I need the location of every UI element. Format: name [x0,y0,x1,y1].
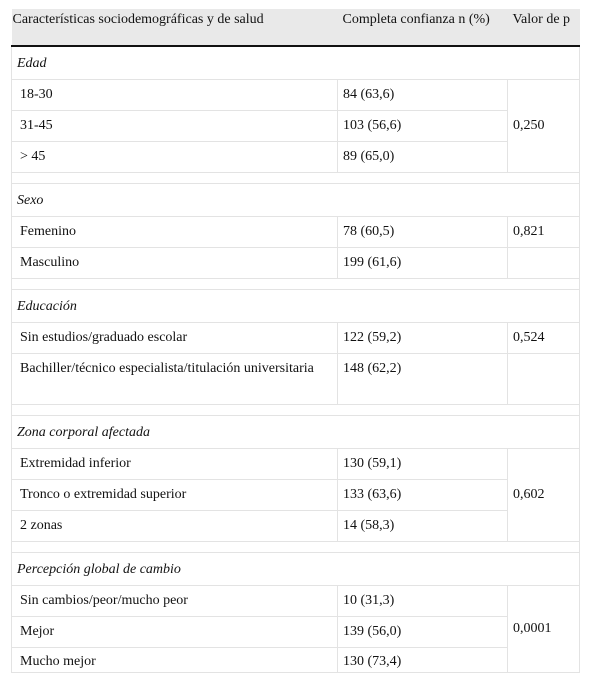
group-row [12,184,580,217]
row-label: Extremidad inferior [12,449,338,480]
row-label: Masculino [12,248,338,279]
empty-cell [508,248,580,279]
group-label-zona: Zona corporal afectada [12,416,580,449]
table-row [12,586,580,617]
spacer-cell [12,405,580,416]
table-row [12,80,580,111]
group-label-percepcion: Percepción global de cambio [12,553,580,586]
table-row [12,449,580,480]
row-label: 2 zonas [12,511,338,542]
table-row [12,354,580,405]
group-row [12,290,580,323]
table-row [12,142,580,173]
row-value: 89 (65,0) [338,142,508,173]
table-row [12,648,580,673]
table-row [12,323,580,354]
row-label: 31-45 [12,111,338,142]
results-table [11,9,580,673]
row-value: 148 (62,2) [338,354,508,405]
group-label-edad: Edad [12,46,580,80]
group-row [12,553,580,586]
spacer-row [12,279,580,290]
row-label: Sin estudios/graduado escolar [12,323,338,354]
group-row [12,46,580,80]
header-pvalue: Valor de p [508,9,580,46]
spacer-cell [12,542,580,553]
group-row [12,416,580,449]
table-row [12,111,580,142]
row-label: Sin cambios/peor/mucho peor [12,586,338,617]
row-label: Bachiller/técnico especialista/titulación universitaria [12,354,338,405]
row-value: 139 (56,0) [338,617,508,648]
table-row [12,617,580,648]
row-value: 10 (31,3) [338,586,508,617]
spacer-cell [12,279,580,290]
row-label: Femenino [12,217,338,248]
row-label: Mucho mejor [12,648,338,673]
row-value: 133 (63,6) [338,480,508,511]
row-value: 84 (63,6) [338,80,508,111]
group-label-educacion: Educación [12,290,580,323]
row-label: 18-30 [12,80,338,111]
row-value: 122 (59,2) [338,323,508,354]
row-value: 130 (59,1) [338,449,508,480]
table-row [12,217,580,248]
group-label-sexo: Sexo [12,184,580,217]
row-value: 130 (73,4) [338,648,508,673]
row-value: 78 (60,5) [338,217,508,248]
row-value: 199 (61,6) [338,248,508,279]
row-value: 103 (56,6) [338,111,508,142]
row-value: 14 (58,3) [338,511,508,542]
spacer-row [12,405,580,416]
spacer-row [12,173,580,184]
table-row [12,480,580,511]
row-label: > 45 [12,142,338,173]
p-value-edad: 0,250 [508,80,580,173]
p-value-percepcion: 0,0001 [508,586,580,673]
spacer-row [12,542,580,553]
header-characteristics: Características sociodemográficas y de salud [12,9,338,46]
table-row [12,511,580,542]
spacer-cell [12,173,580,184]
p-value-educacion: 0,524 [508,323,580,354]
table-row [12,248,580,279]
p-value-zona: 0,602 [508,449,580,542]
row-label: Mejor [12,617,338,648]
p-value-sexo: 0,821 [508,217,580,248]
row-label: Tronco o extremidad superior [12,480,338,511]
header-row [12,9,580,46]
header-confidence: Completa confianza n (%) [338,9,508,46]
empty-cell [508,354,580,405]
